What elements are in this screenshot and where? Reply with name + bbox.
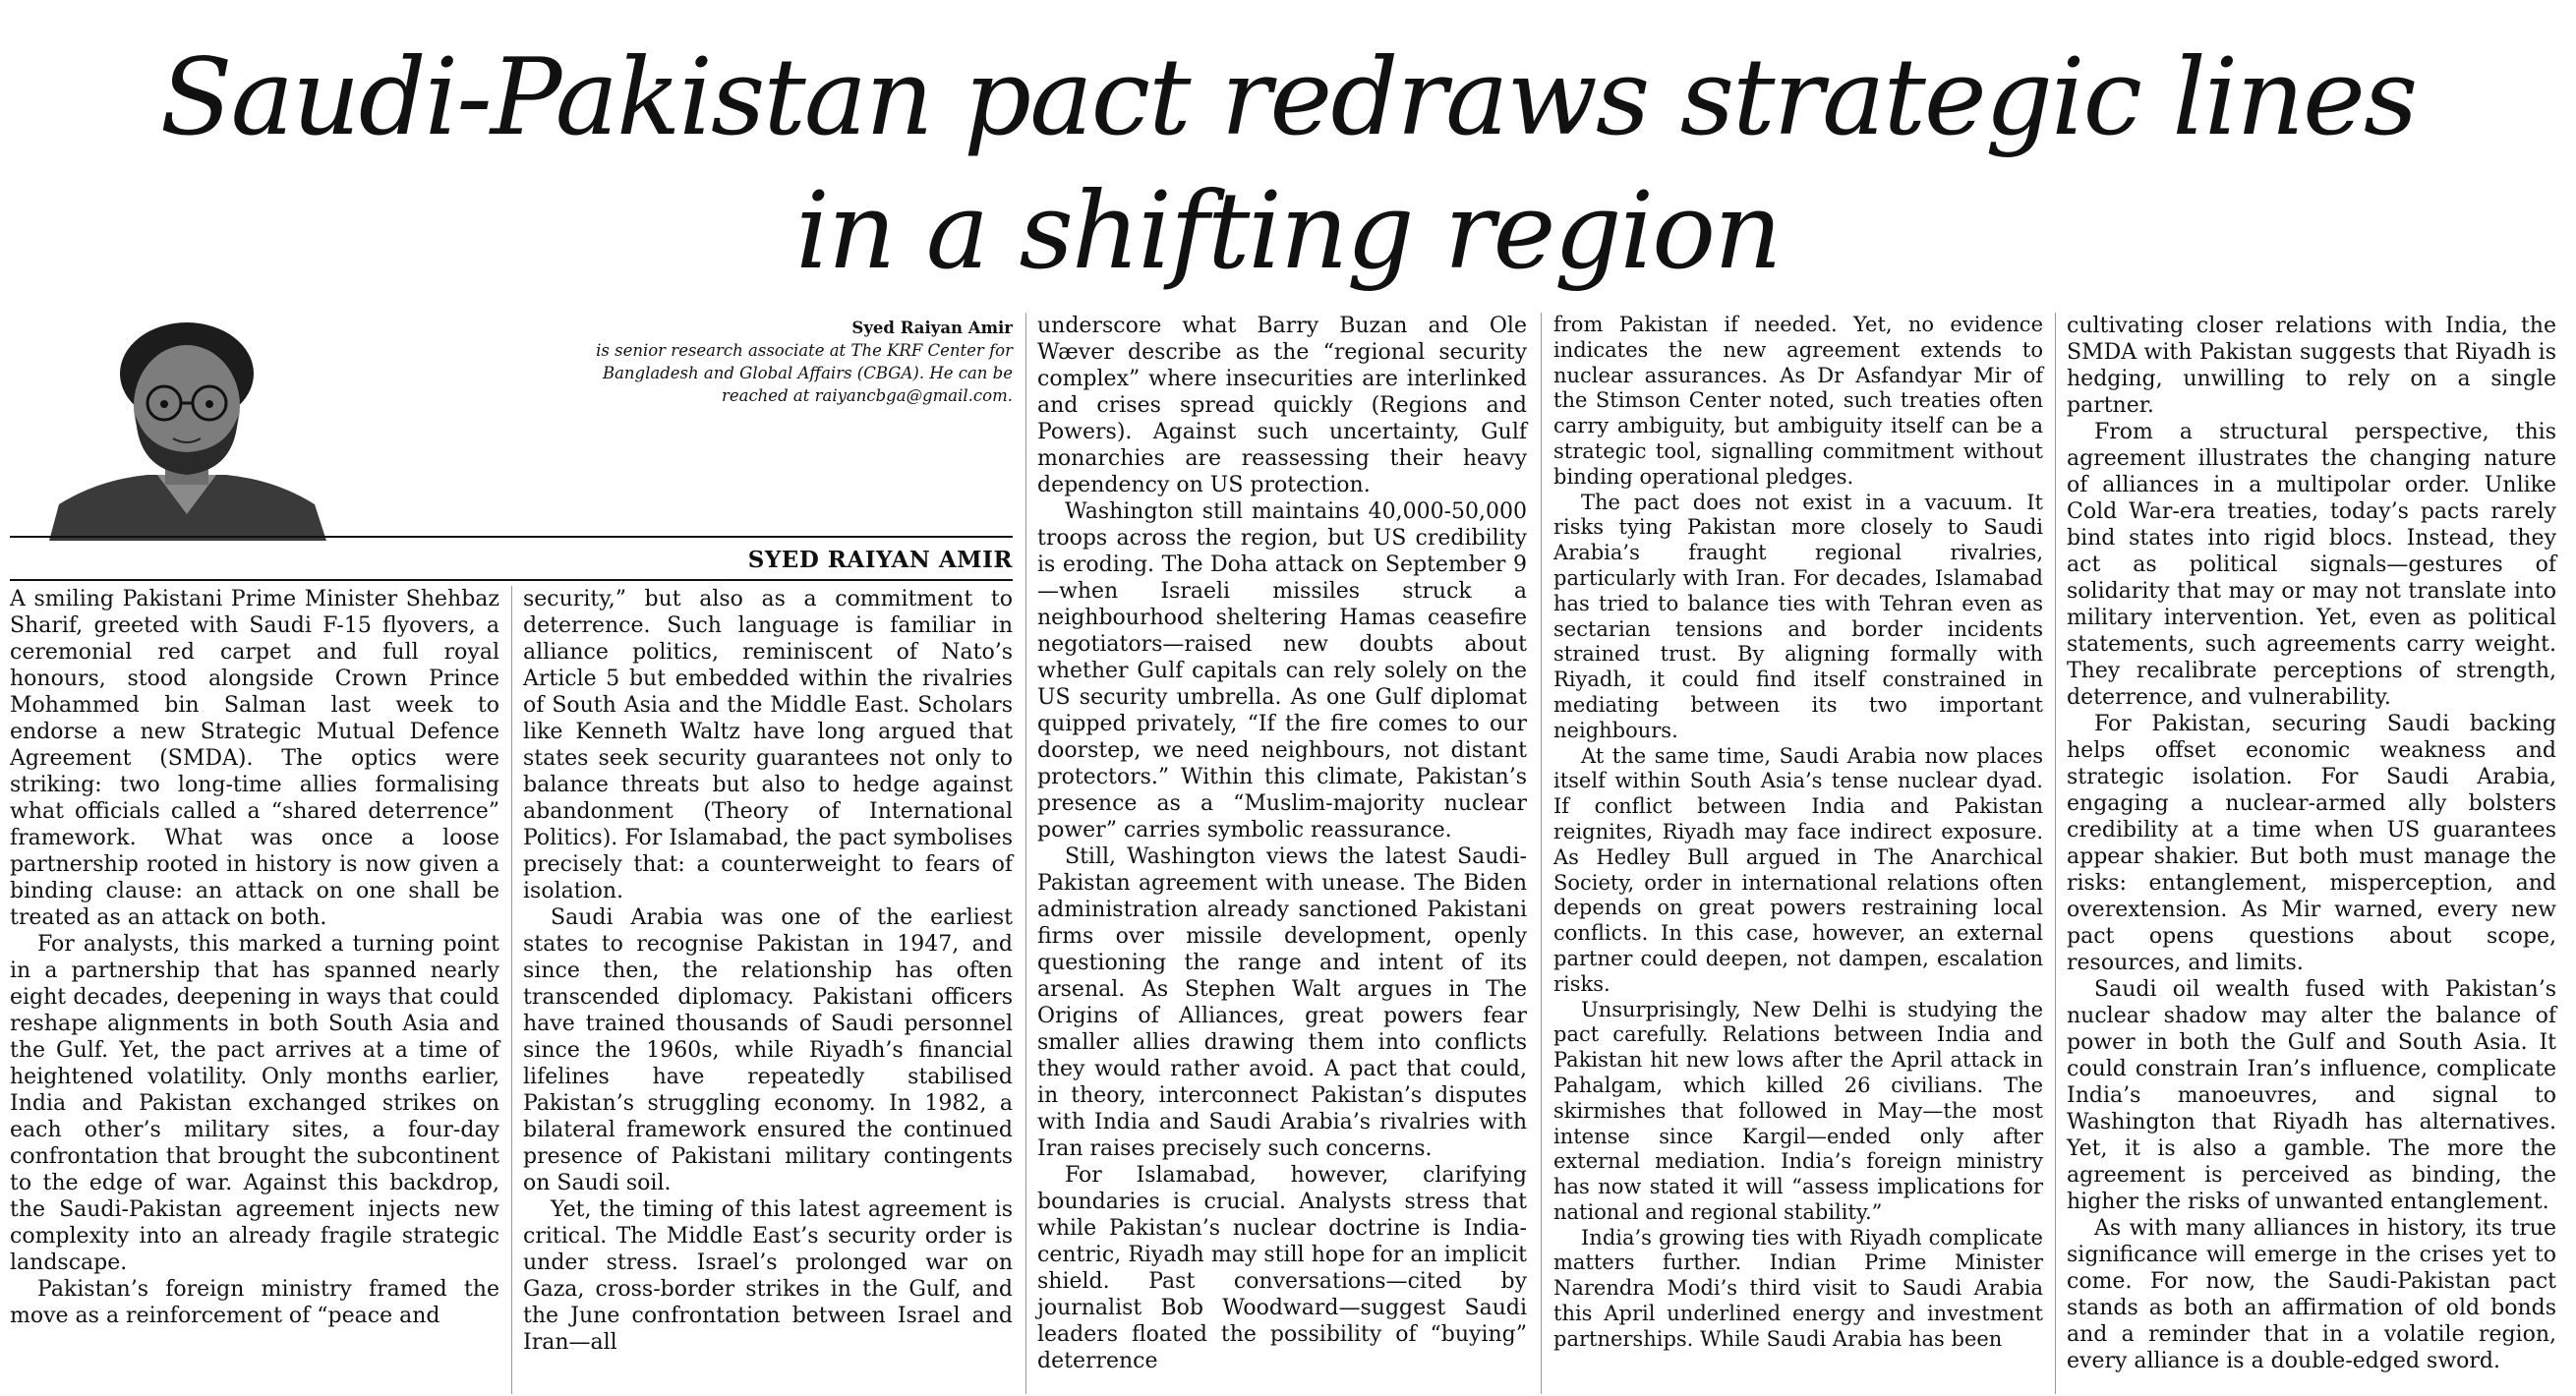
paragraph: Washington still maintains 40,000-50,000 troops across the region, but US credibility is eroding. The Doha attack on September 9—when Israeli missiles struck a neighbourhood sheltering Hamas ceasefire negotiators—raised new doubts about whether Gulf capitals can rely solely on the US security umbrella. As one Gulf diplomat quipped privately, “If the fire comes to our doorstep, we need neighbours, not distant protectors.” Within this climate, Pakistan’s presence as a “Muslim-majority nuclear power” carries symbolic reassurance. [1037, 499, 1527, 843]
article-column-5 [2067, 313, 2556, 1374]
column-divider [511, 586, 512, 1394]
paragraph: security,” but also as a commitment to deterrence. Such language is familiar in alliance politics, reminiscent of Nato’s Article 5 but embedded within the rivalries of South Asia and the Middle East. Scholars like Kenneth Waltz have long argued that states seek security guarantees not only to balance threats but also to hedge against abandonment (Theory of International Politics). For Islamabad, the pact symbolises precisely that: a counterweight to fears of isolation. [523, 587, 1013, 903]
paragraph: The pact does not exist in a vacuum. It risks tying Pakistan more closely to Saudi Arabia’s fraught regional rivalries, particularly with Iran. For decades, Islamabad has tried to balance ties with Tehran even as sectarian tensions and border incidents strained trust. By aligning formally with Riyadh, it could find itself constrained in mediating between its two important neighbours. [1553, 490, 2043, 742]
paragraph: underscore what Barry Buzan and Ole Wæver describe as the “regional security complex” where insecurities are interlinked and crises spread quickly (Regions and Powers). Against such uncertainty, Gulf monarchies are reassessing their heavy dependency on US protection. [1037, 314, 1527, 497]
column-divider [1541, 313, 1542, 1394]
paragraph: from Pakistan if needed. Yet, no evidence indicates the new agreement extends to nuclear assurances. As Dr Asfandyar Mir of the Stimson Center noted, such treaties often carry ambiguity, but ambiguity itself can be a strategic tool, signalling commitment without binding operational pledges. [1553, 313, 2043, 489]
paragraph: For Islamabad, however, clarifying boundaries is crucial. Analysts stress that while Pakistan’s nuclear doctrine is India-centric, Riyadh may still hope for an implicit shield. Past conversations—cited by journalist Bob Woodward—suggest Saudi leaders floated the possibility of “buying” deterrence [1037, 1163, 1527, 1373]
paragraph: India’s growing ties with Riyadh complicate matters further. Indian Prime Minister Narendra Modi’s third visit to Saudi Arabia this April underlined energy and investment partnerships. While Saudi Arabia has been [1553, 1225, 2043, 1351]
byline-bottom-rule [10, 579, 1013, 581]
article-column-3 [1037, 313, 1527, 1374]
paragraph: Unsurprisingly, New Delhi is studying the pact carefully. Relations between India and Pakistan hit new lows after the April attack in Pahalgam, which killed 26 civilians. The skirmishes that followed in May—the most intense since Kargil—ended only after external mediation. India’s foreign ministry has now stated it will “assess implications for national and regional stability.” [1553, 997, 2043, 1224]
author-photo [39, 313, 334, 541]
author-bio [551, 317, 1013, 407]
byline: SYED RAIYAN AMIR [747, 547, 1013, 573]
author-bio-text: is senior research associate at The KRF Center for Bangladesh and Global Affairs (CBGA). He can be reached at raiyancbga@gmail.com. [596, 341, 1013, 405]
article-column-4 [1553, 313, 2043, 1353]
headline [0, 31, 2576, 299]
article-column-2 [523, 586, 1013, 1356]
paragraph: A smiling Pakistani Prime Minister Shehbaz Sharif, greeted with Saudi F-15 flyovers, a ceremonial red carpet and full royal honours, stood alongside Crown Prince Mohammed bin Salman last week to endorse a new Strategic Mutual Defence Agreement (SMDA). The optics were striking: two long-time allies formalising what officials called a “shared deterrence” framework. What was once a loose partnership rooted in history is now given a binding clause: an attack on one shall be treated as an attack on both. [10, 587, 499, 930]
byline-top-rule [10, 536, 1013, 538]
column-divider [1025, 313, 1026, 1394]
paragraph: From a structural perspective, this agreement illustrates the changing nature of alliances in a multipolar order. Unlike Cold War-era treaties, today’s pacts rarely bind states into rigid blocs. Instead, they act as political signals—gestures of solidarity that may or may not translate into military intervention. Yet, even as political statements, such agreements carry weight. They recalibrate perceptions of strength, deterrence, and vulnerability. [2067, 420, 2556, 710]
paragraph: At the same time, Saudi Arabia now places itself within South Asia’s tense nuclear dyad. If conflict between India and Pakistan reignites, Riyadh may face indirect exposure. As Hedley Bull argued in The Anarchical Society, order in international relations often depends on great powers restraining local conflicts. In this case, however, an external partner could deepen, not dampen, escalation risks. [1553, 743, 2043, 996]
paragraph: Saudi Arabia was one of the earliest states to recognise Pakistan in 1947, and since then, the relationship has often transcended diplomacy. Pakistani officers have trained thousands of Saudi personnel since the 1960s, while Riyadh’s financial lifelines have repeatedly stabilised Pakistan’s struggling economy. In 1982, a bilateral framework ensured the continued presence of Pakistani military contingents on Saudi soil. [523, 905, 1013, 1195]
article-column-1 [10, 586, 499, 1329]
paragraph: cultivating closer relations with India, the SMDA with Pakistan suggests that Riyadh is hedging, unwilling to rely on a single partner. [2067, 314, 2556, 418]
paragraph: Still, Washington views the latest Saudi-Pakistan agreement with unease. The Biden administration already sanctioned Pakistani firms over missile development, openly questioning the range and intent of its arsenal. As Stephen Walt argues in The Origins of Alliances, great powers fear smaller allies drawing them into conflicts they would rather avoid. A pact that could, in theory, interconnect Pakistan’s disputes with India and Saudi Arabia’s rivalries with Iran raises precisely such concerns. [1037, 844, 1527, 1161]
paragraph: Pakistan’s foreign ministry framed the move as a reinforcement of “peace and [10, 1277, 499, 1328]
paragraph: For Pakistan, securing Saudi backing helps offset economic weakness and strategic isolation. For Saudi Arabia, engaging a nuclear-armed ally bolsters credibility at a time when US guarantees appear shakier. But both must manage the risks: entanglement, misperception, and overextension. As Mir warned, every new pact opens questions about scope, resources, and limits. [2067, 712, 2556, 975]
paragraph: Yet, the timing of this latest agreement is critical. The Middle East’s security order is under stress. Israel’s prolonged war on Gaza, cross-border strikes in the Gulf, and the June confrontation between Israel and Iran—all [523, 1197, 1013, 1355]
headline-line-2: in a shifting region [795, 170, 1781, 293]
paragraph: For analysts, this marked a turning point in a partnership that has spanned nearly eight decades, deepening in ways that could reshape alignments in both South Asia and the Gulf. Yet, the pact arrives at a time of heightened volatility. Only months earlier, India and Pakistan exchanged strikes on each other’s military sites, a four-day confrontation that brought the subcontinent to the edge of war. Against this backdrop, the Saudi-Pakistan agreement injects new complexity into an already fragile strategic landscape. [10, 932, 499, 1275]
headline-line-1: Saudi-Pakistan pact redraws strategic lines [159, 36, 2417, 159]
column-divider [2055, 313, 2056, 1394]
paragraph: Saudi oil wealth fused with Pakistan’s nuclear shadow may alter the balance of power in both the Gulf and South Asia. It could constrain Iran’s influence, complicate India’s manoeuvres, and signal to Washington that Riyadh has alternatives. Yet, it is also a gamble. The more the agreement is perceived as binding, the higher the risks of unwanted entanglement. [2067, 977, 2556, 1214]
paragraph: As with many alliances in history, its true significance will emerge in the crises yet to come. For now, the Saudi-Pakistan pact stands as both an affirmation of old bonds and a reminder that in a volatile region, every alliance is a double-edged sword. [2067, 1216, 2556, 1373]
author-name: Syed Raiyan Amir [851, 319, 1013, 337]
